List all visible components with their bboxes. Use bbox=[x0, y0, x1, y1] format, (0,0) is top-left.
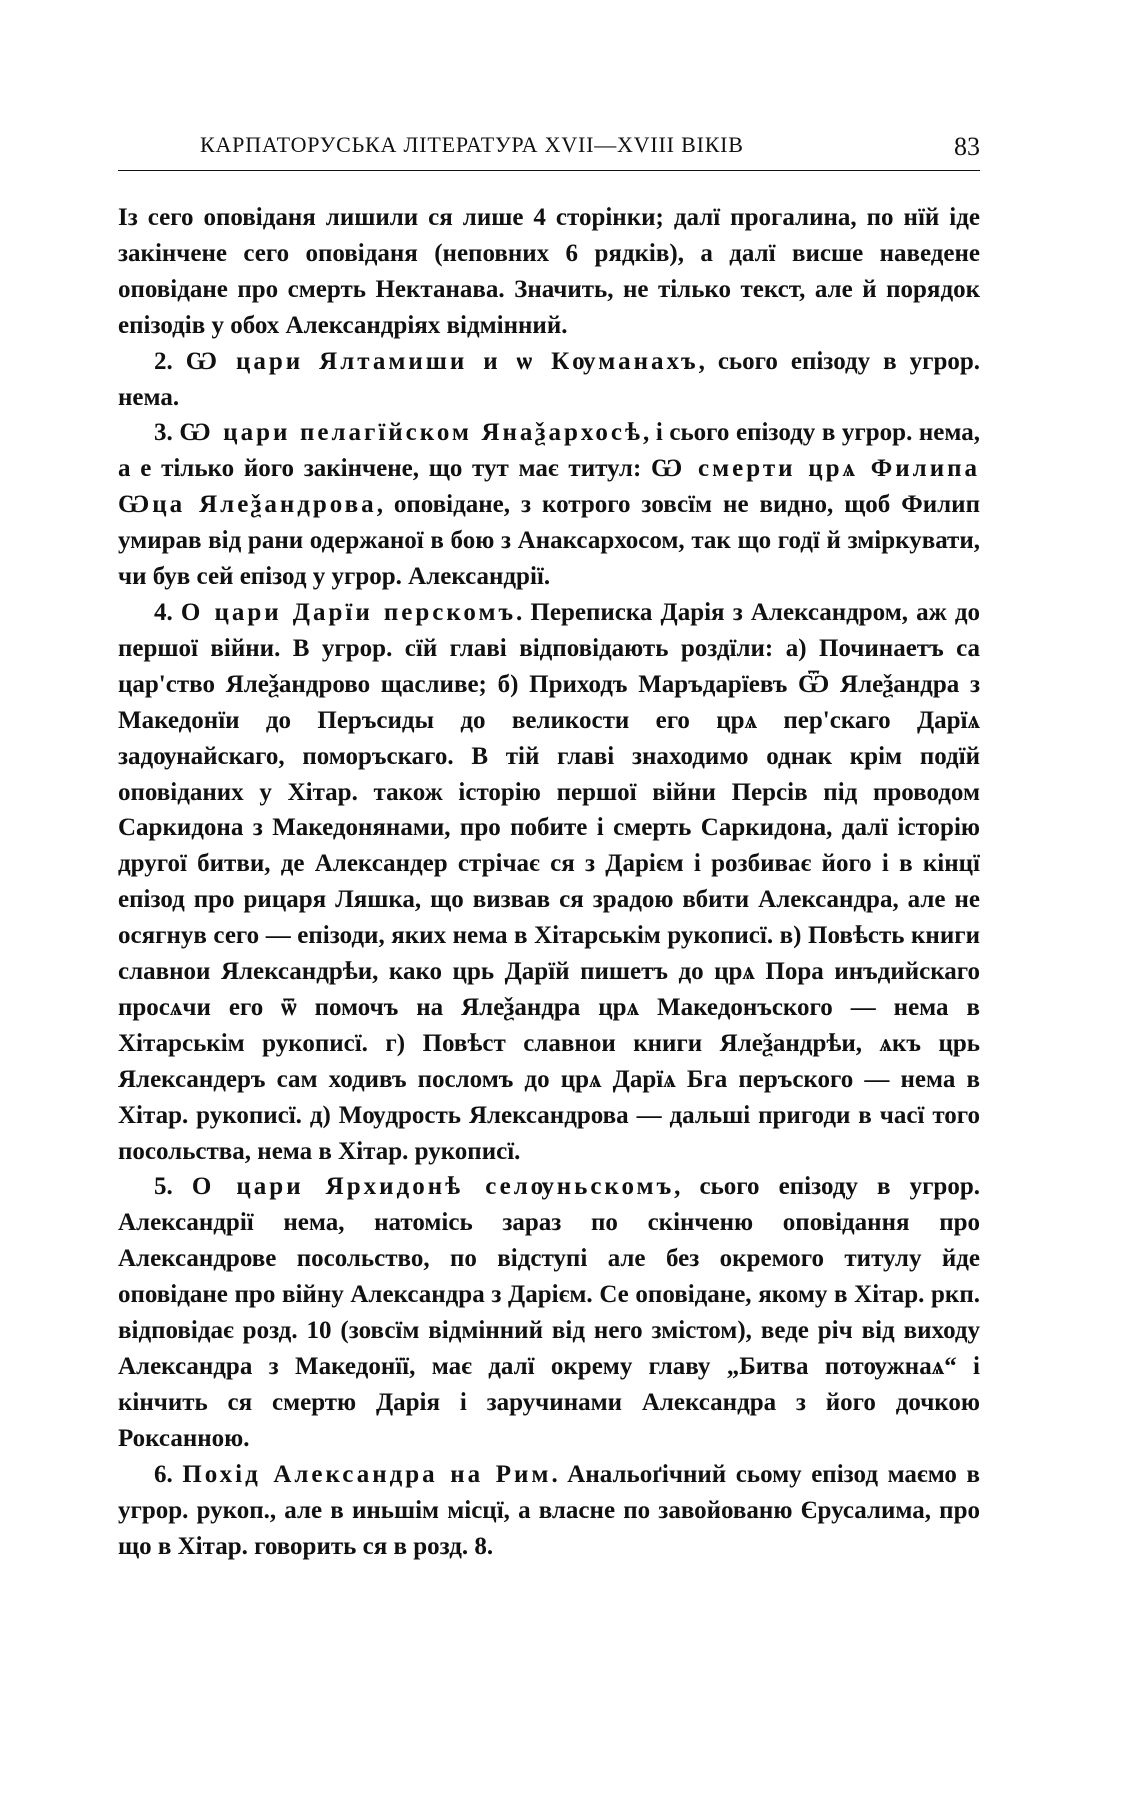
paragraph bbox=[118, 1457, 980, 1565]
text-run: Мѹдрость Ялександрова bbox=[338, 1101, 629, 1129]
text-run: 6. bbox=[154, 1460, 183, 1488]
text-run: Битва потѹжнаѧ bbox=[739, 1353, 945, 1380]
paragraph bbox=[118, 344, 980, 416]
emphasized-text: Ѡ цари Ялтамиши и ѡ Кѹманахъ bbox=[185, 347, 699, 375]
emphasized-text: Ѡ смерти црѧ Филипа Ѡца Ялеѯандрова bbox=[118, 455, 981, 519]
text-run: В тій главі знаходимо однак крім подїй оповіданих у Хітар. також історію першої війни Персів під проводом Саркидона з Македонянами, про побите і смерть Саркидона, далї історію другої битви, де Александер стрічає ся з Дарієм і розбиває його і в кінцї епізод про рицаря Ляшка, що визвав ся зрадою вбити Александра, але не осягнув сего — епізоди, яких нема в Хітарськім рукописї. в) bbox=[118, 742, 980, 950]
text-run: Починаетъ са цар'ство Ялеѯандрово щасливе bbox=[118, 634, 981, 698]
text-run: — нема в Хітарськім рукописї. г) bbox=[118, 993, 981, 1057]
emphasized-text: О цари Ярхидонѣ селѹньскомъ bbox=[191, 1173, 675, 1201]
emphasized-text: Похід Александра на Рим bbox=[182, 1460, 552, 1488]
running-title: КАРПАТОРУСЬКА ЛІТЕРАТУРА XVII—XVIII ВІКІВ bbox=[200, 132, 744, 157]
text-run: 3. bbox=[154, 419, 180, 447]
emphasized-text: Ѡ цари пелагїйском Янаѯархосѣ bbox=[179, 419, 644, 447]
text-run: . Переписка Дарія з Александром, аж до першої війни. В угрор. сїй главі відповідають роздїли: а) bbox=[118, 598, 980, 662]
text-run: Повѣсть книги славнои Ялександрѣи, како црь Дарїй пишетъ до црѧ Пора инъдийскаго просѧчи его ѿ помочъ на Ялеѯандра црѧ Македонъского bbox=[118, 922, 980, 1021]
text-run: Повѣст славнои книги Ялеѯандрѣи, ѧкъ црь Ялександеръ сам ходивъ посломъ до црѧ Дарїѧ Бга перъского bbox=[118, 1029, 980, 1093]
header-rule bbox=[118, 170, 980, 171]
paragraph bbox=[118, 1169, 980, 1456]
page-body bbox=[118, 200, 980, 1564]
text-run: — нема в Хітар. рукописї. д) bbox=[118, 1065, 981, 1129]
text-run: , оповідане, з котрого зовсїм не видно, щоб Филип умирав від рани одержаної в бою з Анаксархосом, так що годї й зміркувати, чи був сей епізод у угрор. Александрії. bbox=[118, 491, 980, 591]
emphasized-text: О цари Дарїи перскомъ bbox=[180, 598, 517, 626]
text-run: , сього епізоду в угрор. нема. bbox=[118, 347, 981, 411]
paragraph bbox=[118, 595, 980, 1170]
text-run: 2. bbox=[154, 347, 186, 375]
text-run: ; б) bbox=[478, 670, 530, 698]
text-run: . Анальоґічний сьому епізод маємо в угрор. рукоп., але в иньшім місцї, а власне по завойованю Єрусалима, про що в Хітар. говорить ся в розд. 8. bbox=[118, 1460, 981, 1560]
page-number: 83 bbox=[954, 132, 980, 161]
paragraph bbox=[118, 415, 980, 595]
text-run: Із сего оповіданя лишили ся лише 4 сторінки; далї прогалина, по нїй іде закінчене сего оповіданя (неповних 6 рядків), а далї висше наведене оповідане про смерть Нектанава. Значить, не тілько текст, але й порядок епізодів у обох Александріях відмінний. bbox=[118, 204, 980, 339]
text-run: , сього епізоду в угрор. Александрії нема, натомісь зараз по скінченю оповідання про Александрове посольство, по відступі але без окремого титулу йде оповідане про війну Александра з Дарієм. Се оповідане, якому в Хітар. ркп. відповідає розд. 10 (зовсїм відмінний від него змістом), веде річ від виходу Александра з Македонїї, має далї окрему главу „ bbox=[118, 1173, 980, 1380]
text-run: “ і кінчить ся смертю Дарія і заручинами Александра з його дочкою Роксанною. bbox=[118, 1353, 980, 1452]
text-run: , і сього епізоду в угрор. нема, а е тілько його закінчене, що тут має титул: bbox=[118, 419, 980, 483]
paragraph bbox=[118, 200, 980, 344]
page-header bbox=[118, 132, 980, 172]
text-run: Приходъ Маръдарїевъ Ѿ Ялеѯандра з Македонїи до Перъсиды до великости его црѧ пер'скаго Дарїѧ задѹнайскаго, поморъскаго. bbox=[118, 670, 981, 770]
text-run: 4. bbox=[154, 598, 181, 626]
text-run: 5. bbox=[154, 1173, 192, 1201]
text-run: — дальші пригоди в часї того посольства, нема в Хітар. рукописї. bbox=[118, 1101, 980, 1165]
